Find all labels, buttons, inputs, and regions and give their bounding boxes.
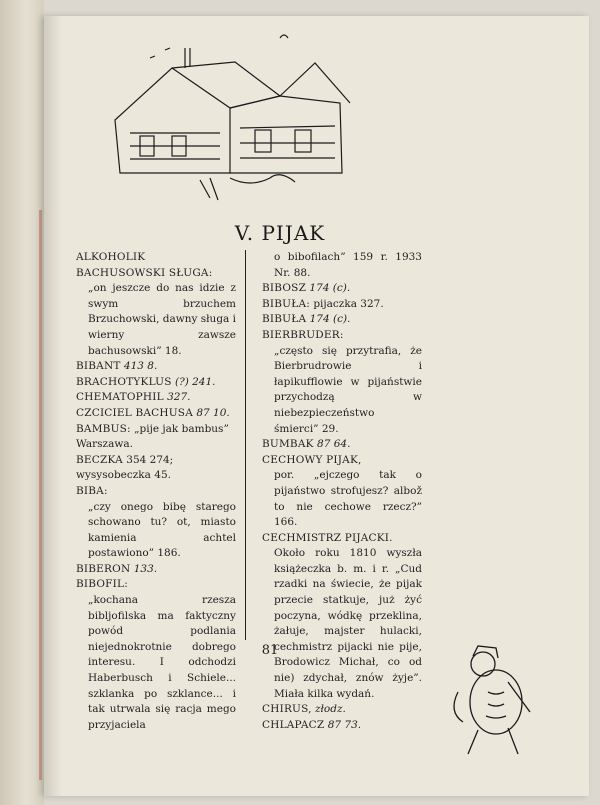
entry-head: BIBOFIL: (76, 578, 128, 591)
entry-head: ALKOHOLIK (76, 251, 146, 263)
entry-head: BAMBUS: (76, 422, 131, 435)
entry-head: CHIRUS, (262, 703, 312, 716)
entry-text: „czy onego bibę starego schowano tu? ot, miasto kamienia achtel postawiono” 186. (88, 500, 236, 560)
entry-text: „często się przytrafia, że Bierbrudrowie i łapikufflowie w pijaństwie przychodzą w niebezpieczeństwo śmierci” 29. (274, 344, 422, 435)
entry-text: 174 (c). (309, 282, 351, 295)
right-column (262, 250, 422, 733)
entry (262, 328, 422, 437)
entry (262, 531, 422, 703)
entry-text: 354 274; wysysobeczka 45. (76, 453, 174, 482)
entry-text: 133. (133, 562, 158, 575)
entry-head: BIBANT (76, 360, 121, 373)
entry-text: (?) 241. (174, 375, 216, 388)
entry-text: 87 64. (317, 438, 351, 451)
entry-head: CHEMATOPHIL (76, 391, 164, 404)
entry-head: BIBA: (76, 484, 108, 497)
entry-text: 174 (c). (309, 313, 351, 326)
entry-head: CHLAPACZ (262, 718, 325, 731)
entry-text: por. „ejczego tak o pijaństwo strofujesz? albož to nie cechowe rzecz?” 166. (274, 469, 422, 529)
entry-text: „on jeszcze do nas idzie z swym brzuchem Brzuchowski, dawny sługa i wierny zawsze bachusowski” 18. (88, 282, 236, 357)
entry (76, 375, 236, 391)
entry-head: BECZKA (76, 453, 123, 466)
entry (76, 453, 236, 484)
entry (76, 562, 236, 578)
facing-page-edge (0, 0, 44, 805)
village-house-drawing-icon (110, 28, 370, 208)
entry-head: BIBUŁA (262, 313, 307, 326)
entry-head: BUMBAK (262, 438, 314, 451)
binding-shadow (44, 16, 62, 796)
entry-text: 413 8. (123, 360, 158, 373)
entry-head: CZCICIEL BACHUSA (76, 406, 193, 419)
column-divider (245, 250, 246, 640)
chapter-title: V. PIJAK (234, 221, 326, 245)
entry-text: 87 10. (196, 406, 230, 419)
entry (262, 702, 422, 718)
entry (76, 390, 236, 406)
entry-head: BIERBRUDER: (262, 328, 344, 341)
entry-text: 327. (167, 391, 191, 404)
entry-head: CECHOWY PIJAK, (262, 453, 362, 466)
entry (262, 453, 422, 531)
entry (262, 312, 422, 328)
left-column (76, 250, 236, 733)
entry (76, 359, 236, 375)
entry (76, 577, 236, 733)
entry (262, 437, 422, 453)
entry-head: BACHUSOWSKI SŁUGA: (76, 266, 213, 279)
entry (76, 422, 236, 453)
entry-text: o bibofilach” 159 r. 1933 Nr. 88. (274, 251, 422, 279)
entry-head: BIBOSZ (262, 282, 307, 295)
entry-head: BIBERON (76, 562, 131, 575)
entry (76, 266, 236, 360)
entry-text: złodz. (315, 703, 346, 716)
entry-text: „pije jak bambus” Warszawa. (76, 422, 229, 451)
entry (76, 484, 236, 562)
entry-head: CECHMISTRZ PIJACKI. (262, 531, 393, 544)
entry-text: Około roku 1810 wyszła książeczka b. m. i r. „Cud rzadki na świecie, że pijak przecie statkuje, już żyć poczyna, wódkę przeklina, żałuje, majster hulacki, cechmistrz pijacki nie pije, Brodowicz Michał, co od nie) zdychał, znów żyje”. Miała kilka wydań. (274, 547, 422, 700)
entry (262, 250, 422, 281)
entry (262, 281, 422, 297)
drunkard-figure-drawing-icon (438, 642, 538, 762)
entry (262, 718, 422, 734)
entry-head: BRACHOTYKLUS (76, 375, 172, 388)
entry (76, 250, 236, 266)
entry-text: 87 73. (327, 718, 362, 731)
entry-head: BIBUŁA: (262, 297, 310, 310)
page-edge-stain (39, 210, 42, 780)
entry-text: pijaczka 327. (313, 297, 384, 310)
page-number: 81 (261, 643, 279, 658)
entry (76, 406, 236, 422)
entry-text: „kochana rzesza bibljofilska ma faktyczny powód podlania niejednokrotnie dobrego interesu. I odchodzi Haberbusch i Schiele... szklanka po szklance... i tak utrwala się racja mego przyjaciela (88, 594, 236, 731)
entry (262, 297, 422, 313)
